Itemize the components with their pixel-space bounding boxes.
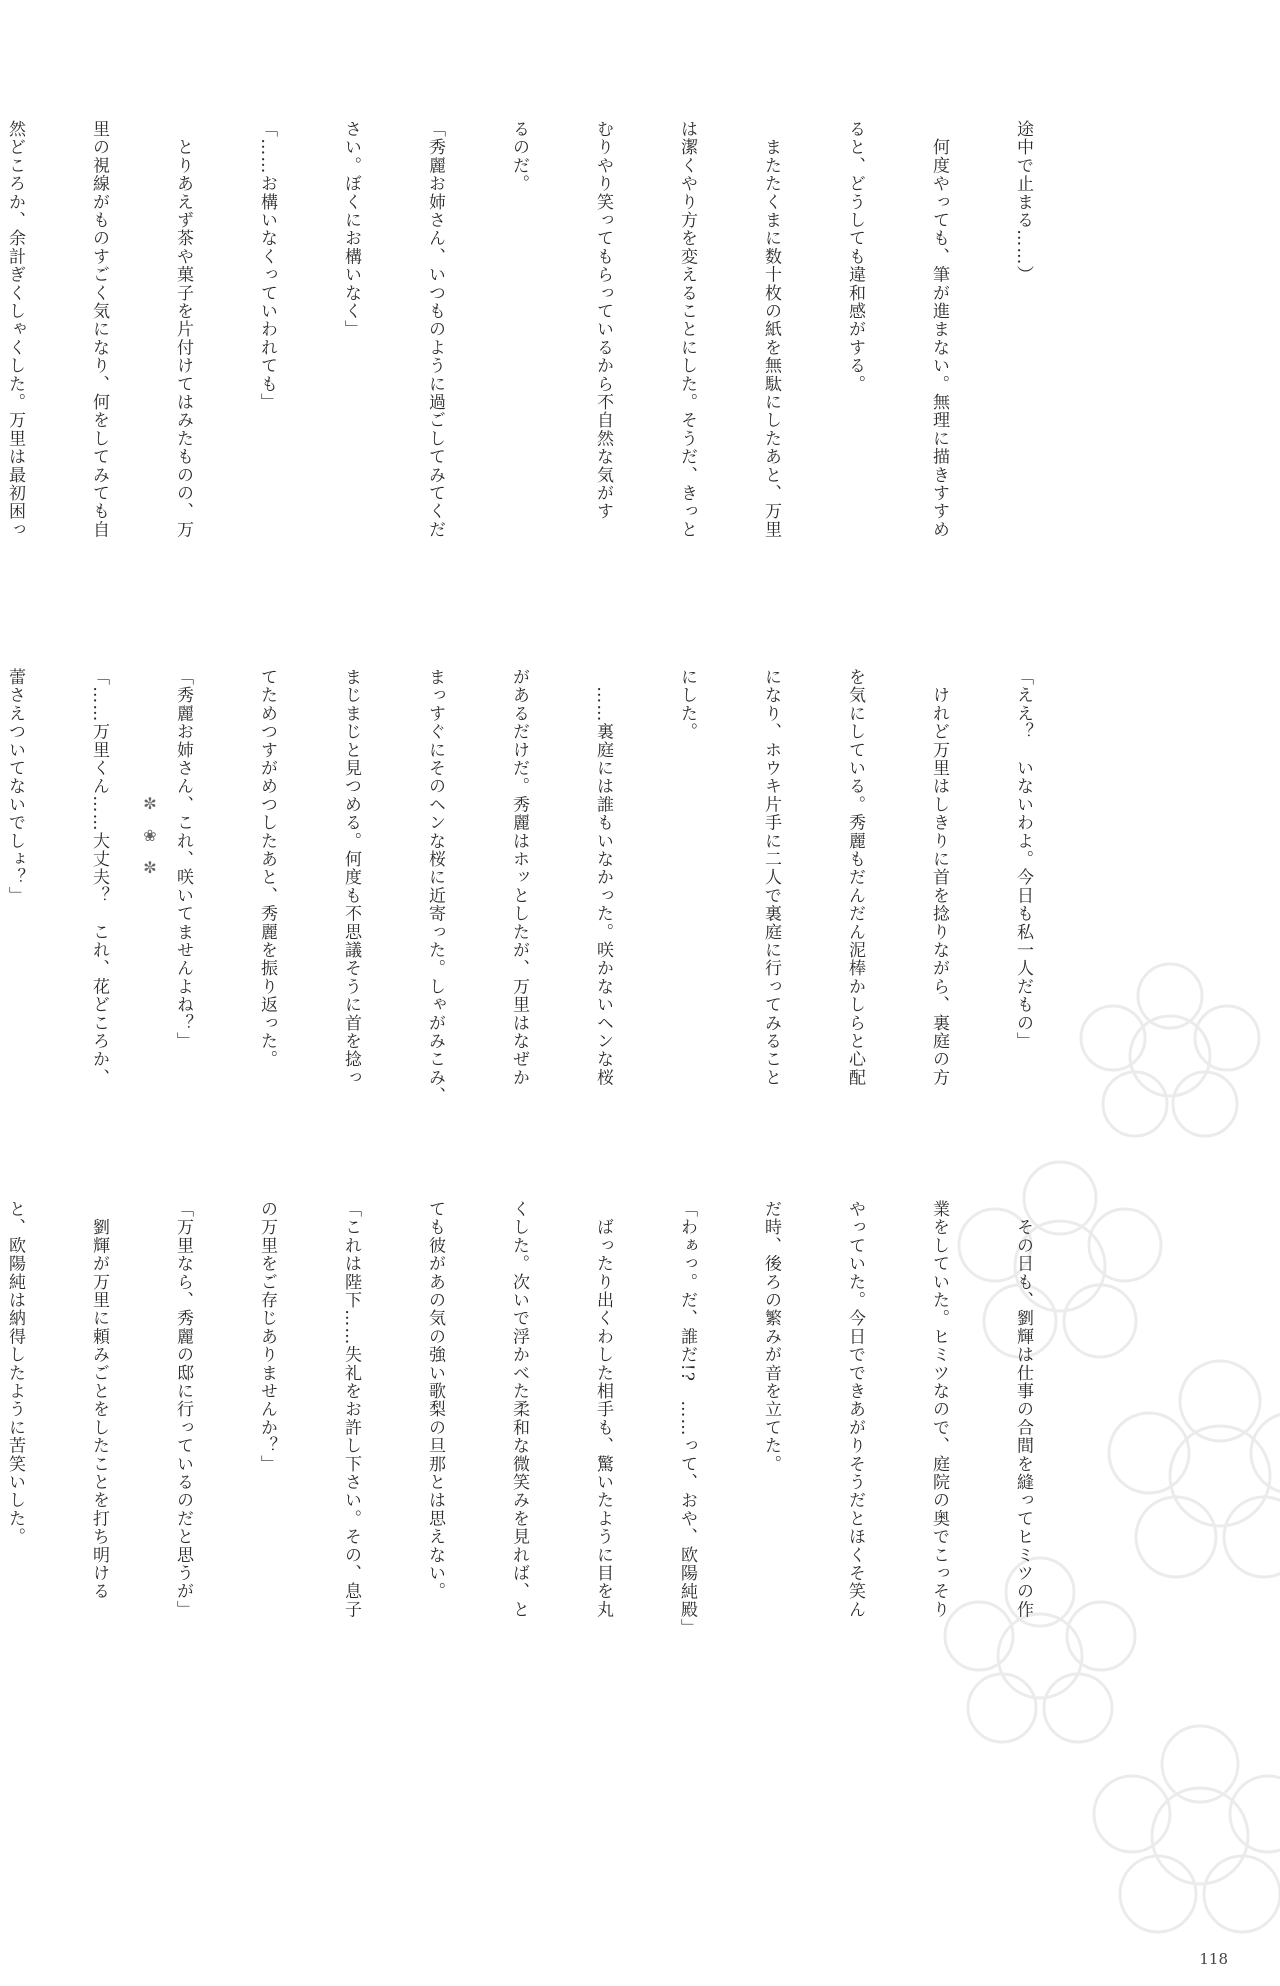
text-line: またたくまに数十枚の紙を無駄にしたあと、万里	[761, 120, 781, 539]
text-line: 業をしていた。ヒミツなので、庭院の奥でこっそり	[929, 1200, 949, 1619]
text-line: けれど万里はしきりに首を捻りながら、裏庭の方	[929, 668, 949, 1087]
text-line: まっすぐにそのヘンな桜に近寄った。しゃがみこみ、	[425, 668, 445, 1105]
text-line: るのだ。	[509, 120, 529, 193]
text-line: やっていた。今日でできあがりそうだとほくそ笑ん	[845, 1200, 865, 1619]
text-line: 里の視線がものすごく気になり、何をしてみても自	[89, 120, 109, 539]
text-line: まじまじと見つめる。何度も不思議そうに首を捻っ	[341, 668, 361, 1087]
text-line: 劉輝が万里に頼みごとをしたことを打ち明ける	[89, 1200, 109, 1601]
text-line: があるだけだ。秀麗はホッとしたが、万里はなぜか	[509, 668, 529, 1087]
text-line: くした。次いで浮かべた柔和な微笑みを見れば、と	[509, 1200, 529, 1619]
text-line: さい。ぼくにお構いなく」	[341, 120, 361, 339]
text-line: とりあえず茶や菓子を片付けてはみたものの、万	[173, 120, 193, 539]
text-line: その日も、劉輝は仕事の合間を縫ってヒミツの作	[1013, 1200, 1033, 1619]
text-line: ばったり出くわした相手も、驚いたように目を丸	[593, 1200, 613, 1619]
text-line: は潔くやり方を変えることにした。そうだ、きっと	[677, 120, 697, 539]
text-line: と、欧陽純は納得したように苦笑いした。	[5, 1200, 25, 1546]
text-line: にした。	[677, 668, 697, 741]
text-line: 途中で止まる……）	[1013, 120, 1033, 284]
text-line: 「ええ？ いないわよ。今日も私一人だもの」	[1013, 668, 1033, 1051]
text-block-middle	[5, 668, 1093, 1120]
flower-ornament-icon: ✼	[143, 858, 157, 877]
text-line: 然どころか、余計ぎくしゃくした。万里は最初困っ	[5, 120, 25, 539]
text-line: ても彼があの気の強い歌梨の旦那とは思えない。	[425, 1200, 445, 1601]
text-line: 「秀麗お姉さん、いつものように過ごしてみてくだ	[425, 120, 445, 539]
text-line: 何度やっても、筆が進まない。無理に描きすすめ	[929, 120, 949, 539]
text-line: 「秀麗お姉さん、これ、咲いてませんよね？」	[173, 668, 193, 1051]
text-line: むりやり笑ってもらっているから不自然な気がす	[593, 120, 613, 521]
text-line: 「……万里くん……大丈夫？ これ、花どころか、	[89, 668, 109, 1087]
page-number: 118	[1199, 1950, 1228, 1968]
text-line: 「……お構いなくっていわれても」	[257, 120, 277, 412]
text-line: を気にしている。秀麗もだんだん泥棒かしらと心配	[845, 668, 865, 1087]
flower-ornament-icon: ✼	[143, 794, 157, 813]
text-line: 蕾さえついてないでしょ？」	[5, 668, 25, 905]
text-block-top-right	[5, 120, 1093, 686]
text-line: ……裏庭には誰もいなかった。咲かないヘンな桜	[593, 668, 613, 1087]
text-line: 「これは陛下……失礼をお許し下さい。その、息子	[341, 1200, 361, 1619]
text-line: だ時、後ろの繁みが音を立てた。	[761, 1200, 781, 1473]
text-block-bottom	[5, 1200, 1093, 1660]
text-line: になり、ホウキ片手に二人で裏庭に行ってみること	[761, 668, 781, 1087]
flower-ornament-icon: ❀	[143, 826, 157, 845]
text-line: 「万里なら、秀麗の邸に行っているのだと思うが」	[173, 1200, 193, 1619]
text-line: ると、どうしても違和感がする。	[845, 120, 865, 393]
text-line: 「わぁっ。だ、誰だ!? ……って、おや、欧陽純殿」	[677, 1200, 697, 1637]
text-line: てためつすがめつしたあと、秀麗を振り返った。	[257, 668, 277, 1069]
text-line: の万里をご存じありませんか？」	[257, 1200, 277, 1473]
